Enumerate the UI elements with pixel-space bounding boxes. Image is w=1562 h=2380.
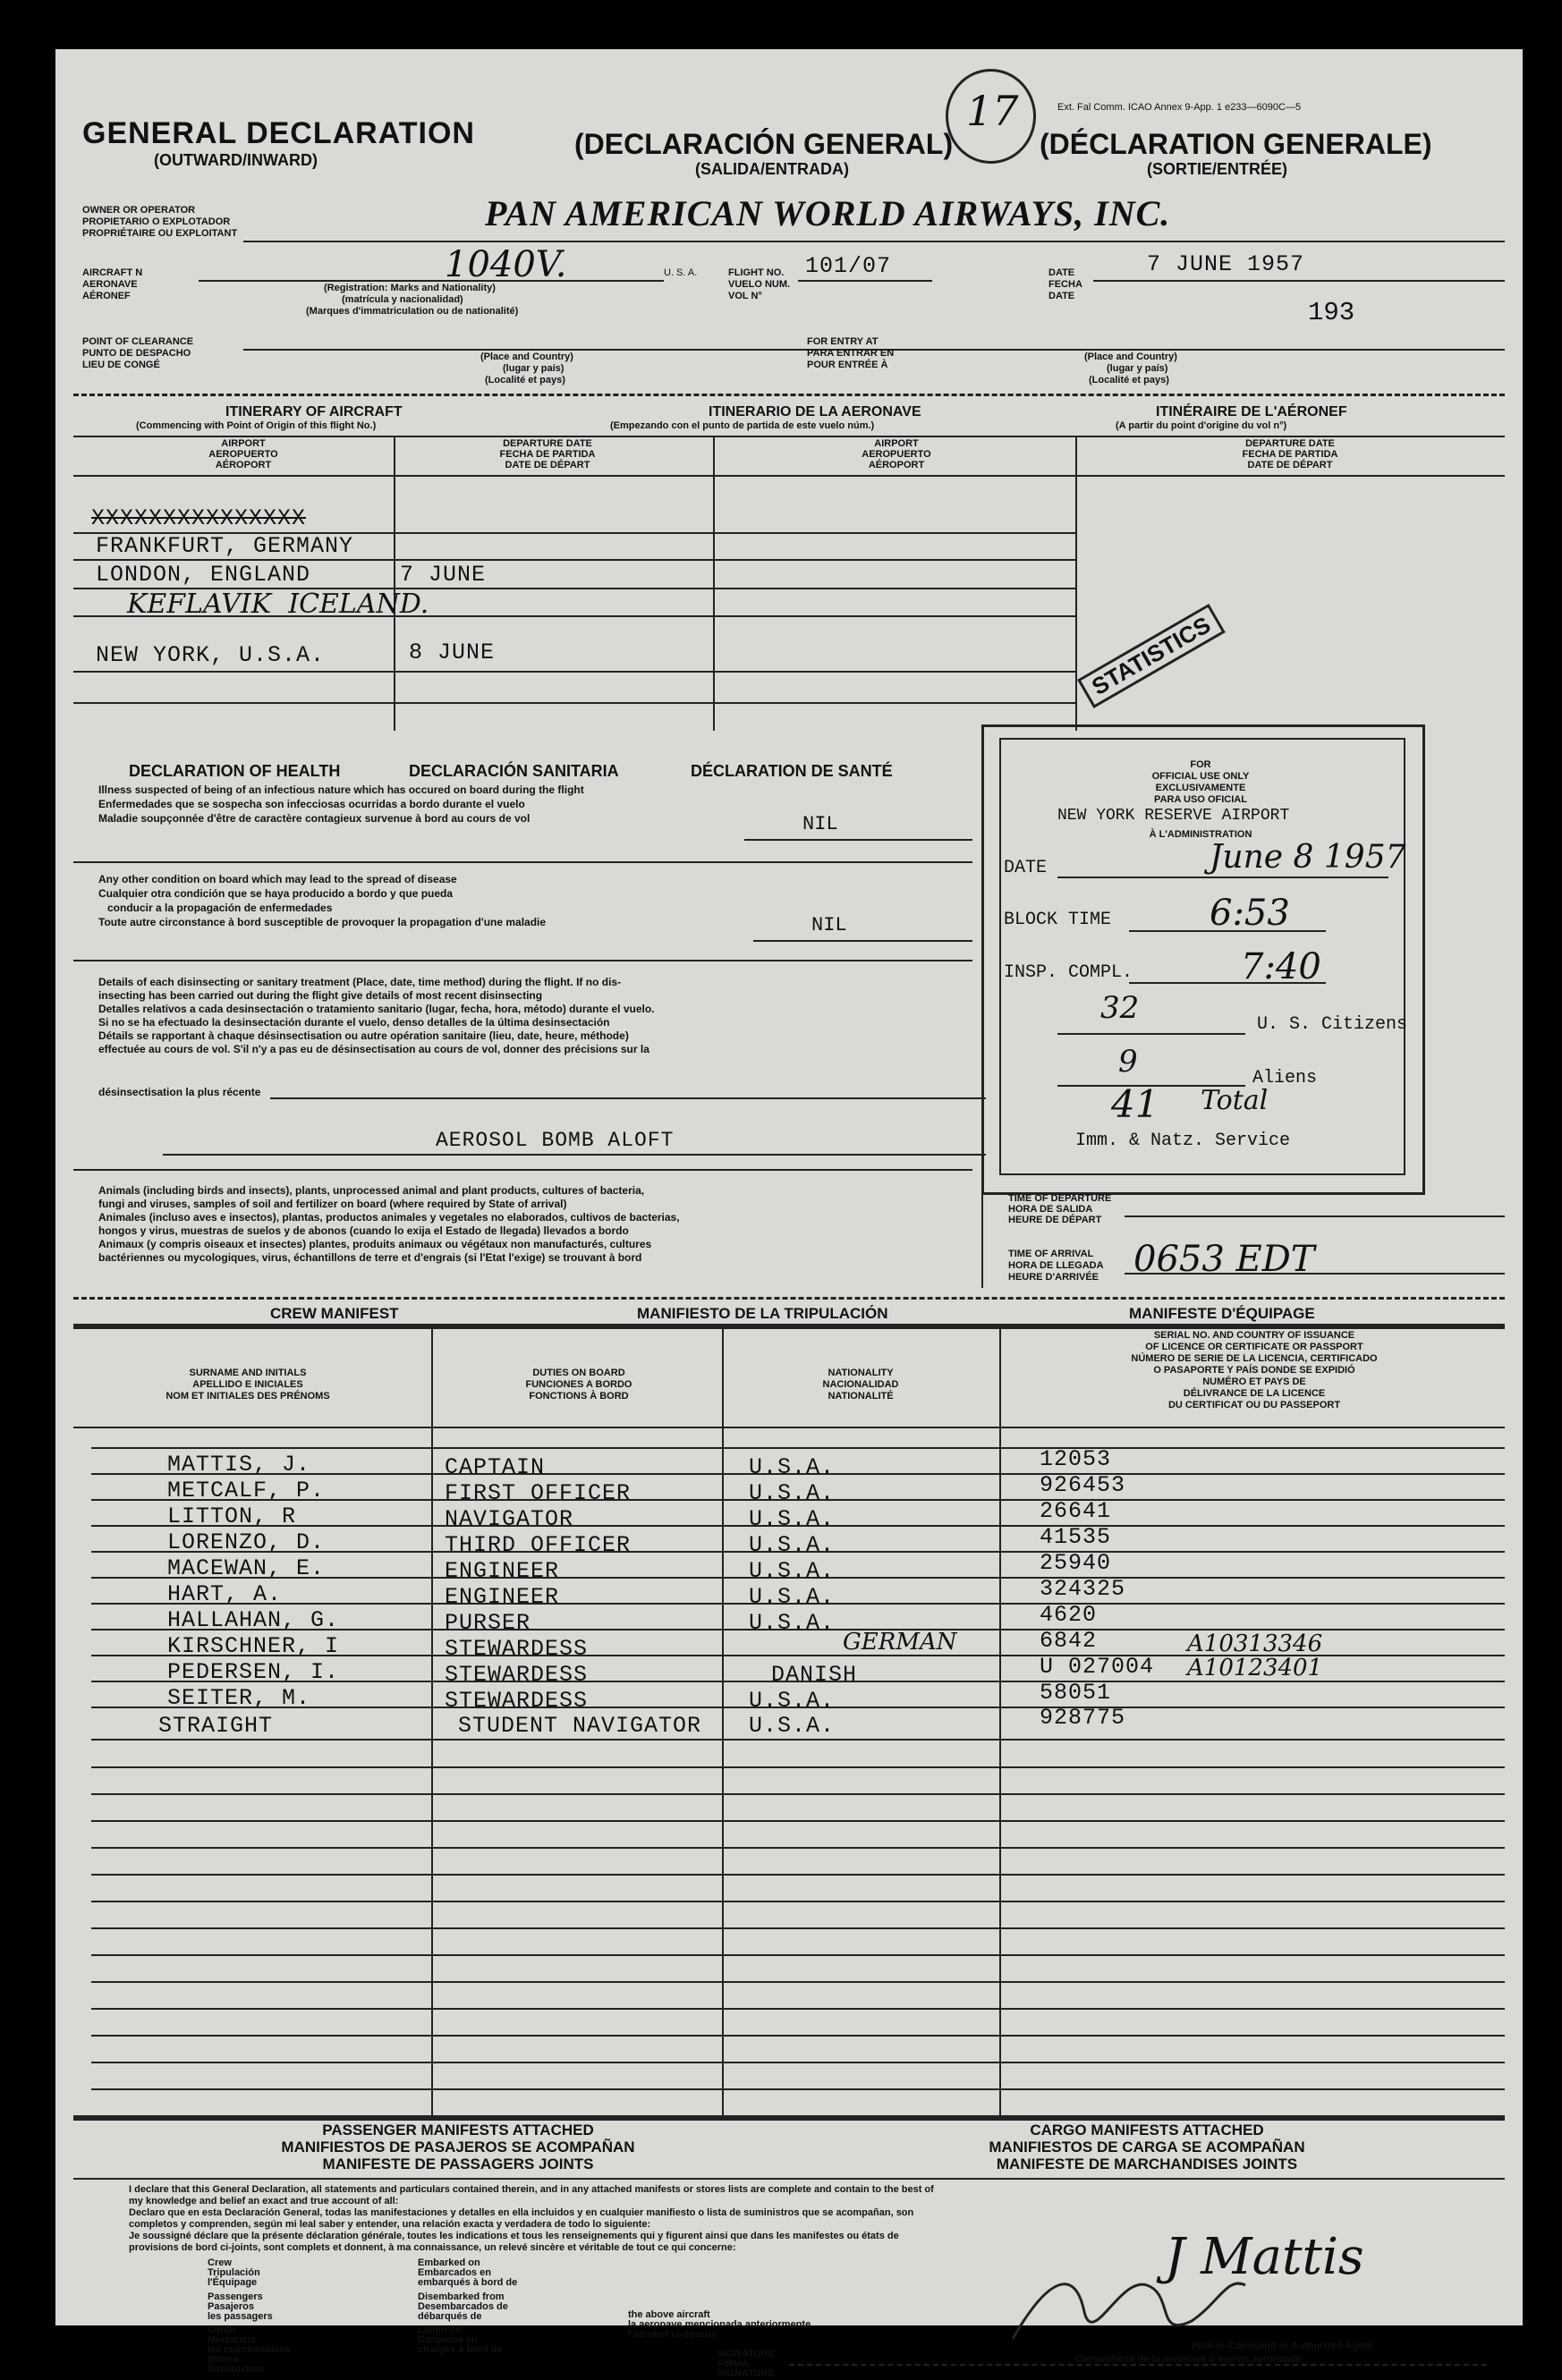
- crew-col-line-1: [431, 1326, 433, 2118]
- crew-duty: ENGINEER: [445, 1584, 560, 1610]
- sig-note-es: Comandante de la aeronave o agente autorizado: [1075, 2354, 1303, 2365]
- crew-serial: U 027004: [1040, 1654, 1155, 1680]
- col-airport-fr: AÉROPORT: [215, 460, 272, 470]
- official-head-2: OFFICIAL USE ONLY: [1151, 771, 1250, 782]
- crew-duty: STEWARDESS: [445, 1662, 589, 1688]
- crew-rule: [91, 1954, 1505, 1956]
- crew-rule: [91, 2008, 1505, 2010]
- crew-col-head-rule: [73, 1427, 1505, 1428]
- crew-duty: PURSER: [445, 1610, 531, 1636]
- health-p4-line-6: bactériennes ou mycologiques, virus, échantillons de terre et d'engrais (si l'Etat l'exige) se trouvant à bord: [98, 1251, 642, 1264]
- decl-col1-1: Tripulación: [208, 2267, 260, 2278]
- decl-line-6: provisions de bord ci-joints, sont complets et donnent, à ma connaissance, un relevé sincère et véritable de tout ce qui concerne:: [129, 2242, 736, 2253]
- decl-col2-1: Embarcados en: [418, 2267, 491, 2278]
- crew-rule: [91, 1739, 1505, 1741]
- decl-col1-7: Mercancía: [208, 2334, 256, 2345]
- health-p3-line-4: Si no se ha efectuado la desinsectación durante el vuelo, denso detalles de la última desinsectación: [98, 1016, 610, 1029]
- crew-name: LITTON, R: [167, 1503, 297, 1529]
- decl-line-4: completos y comprenden, según mi leal saber y entender, una relación exacta y verdadera de todo lo siguiente:: [129, 2219, 651, 2230]
- crew-rule: [91, 1551, 1505, 1553]
- crew-duty: FIRST OFFICER: [445, 1480, 632, 1506]
- dep-label-fr: HEURE DE DÉPART: [1008, 1215, 1102, 1225]
- crew-duty: CAPTAIN: [445, 1454, 546, 1480]
- itinerary-row-rule-4: [73, 615, 1075, 617]
- title-french-sub: (SORTIE/ENTRÉE): [1147, 160, 1288, 178]
- itinerary-head-es: ITINERARIO DE LA AERONAVE: [709, 404, 921, 419]
- crew-serial: 4620: [1040, 1602, 1098, 1628]
- crew-rule: [91, 2035, 1505, 2037]
- arr-rule: [1125, 1273, 1505, 1275]
- decl-col1-9: Stores: [208, 2354, 239, 2365]
- col-serial-4: O PASAPORTE Y PAÍS DONDE SE EXPIDIÓ: [1153, 1365, 1355, 1376]
- block-time-value: 6:53: [1210, 893, 1290, 934]
- health-p1-rule-2: [73, 861, 972, 863]
- crew-name: HALLAHAN, G.: [167, 1607, 340, 1633]
- pass-manifest-fr: MANIFESTE DE PASSAGERS JOINTS: [322, 2156, 594, 2172]
- flight-label-es: VUELO NUM.: [728, 279, 791, 290]
- health-p2-line-4: Toute autre circonstance à bord susceptible de provoquer la propagation d'une maladie: [98, 916, 547, 928]
- entry-place-fr: (Localité et pays): [1089, 375, 1169, 385]
- citizens-rule: [1057, 1033, 1245, 1035]
- crew-rule: [91, 1473, 1505, 1475]
- crew-rule: [91, 1927, 1505, 1929]
- health-p3-line-6: effectuée au cours de vol. S'il n'y a pas eu de désinsectisation au cours de vol, donner des précisions sur la: [98, 1043, 649, 1055]
- form-reference: Ext. Fal Comm. ICAO Annex 9-App. 1 e233—6090C—5: [1057, 102, 1302, 113]
- official-head-4: PARA USO OFICIAL: [1154, 794, 1247, 805]
- crew-nationality: U.S.A.: [749, 1610, 836, 1636]
- col-airport-es: AEROPUERTO: [208, 449, 278, 460]
- crew-duty: THIRD OFFICER: [445, 1532, 632, 1558]
- health-p2-line-3: conducir a la propagación de enfermedades: [98, 902, 333, 914]
- total-count: 41: [1111, 1082, 1159, 1126]
- itinerary-col-line-1: [394, 436, 395, 731]
- col-nat-fr: NATIONALITÉ: [828, 1391, 894, 1402]
- crew-note: A10123401: [1187, 1655, 1323, 1681]
- health-p1-line-3: Maladie soupçonnée d'être de caractère contagieux survenue à bord au cours de vol: [98, 812, 531, 825]
- crew-nationality: U.S.A.: [749, 1454, 836, 1480]
- pass-manifest-es: MANIFIESTOS DE PASAJEROS SE ACOMPAÑAN: [281, 2139, 635, 2156]
- crew-rule: [91, 1577, 1505, 1579]
- health-p1-line-1: Illness suspected of being of an infectious nature which has occured on board during the flight: [98, 783, 584, 796]
- itinerary-col-line-2: [713, 436, 715, 731]
- decl-col1-3: Passengers: [208, 2291, 263, 2302]
- clearance-place-fr: (Localité et pays): [485, 375, 565, 385]
- itinerary-head-en: ITINERARY OF AIRCRAFT: [225, 404, 403, 419]
- crew-head-en: CREW MANIFEST: [270, 1305, 399, 1322]
- col-name-fr: NOM ET INITIALES DES PRÉNOMS: [166, 1391, 330, 1402]
- operator-label-es: PROPIETARIO O EXPLOTADOR: [82, 216, 231, 227]
- official-date-value: June 8 1957: [1210, 839, 1406, 876]
- decl-col2-0: Embarked on: [418, 2257, 480, 2268]
- decl-col1-2: l'Équipage: [208, 2277, 258, 2288]
- itinerary-head-rule: [73, 475, 1505, 477]
- crew-serial: 41535: [1040, 1524, 1112, 1550]
- title-spanish-sub: (SALIDA/ENTRADA): [695, 160, 849, 178]
- aircraft-label-fr: AÉRONEF: [82, 291, 131, 301]
- health-p3-line-5: Détails se rapportant à chaque désinsectisation ou autre opération sanitaire (lieu, date, heure, méthode): [98, 1029, 629, 1042]
- crew-name: MATTIS, J.: [167, 1452, 311, 1478]
- official-head-1: FOR: [1190, 759, 1211, 770]
- col-serial-3: NÚMERO DE SERIE DE LA LICENCIA, CERTIFICADO: [1131, 1353, 1378, 1364]
- cargo-manifest-es: MANIFIESTOS DE CARGA SE ACOMPAÑAN: [989, 2139, 1305, 2156]
- crew-nationality: U.S.A.: [749, 1688, 836, 1714]
- crew-rule: [91, 1655, 1505, 1656]
- cargo-manifest-fr: MANIFESTE DE MARCHANDISES JOINTS: [996, 2156, 1298, 2172]
- crew-serial: 12053: [1040, 1446, 1112, 1472]
- decl-col2-2: embarqués à bord de: [418, 2277, 518, 2288]
- crew-duty: NAVIGATOR: [445, 1506, 574, 1532]
- decl-col2-4: Desembarcados de: [418, 2301, 508, 2312]
- col-airport2-fr: AÉROPORT: [868, 460, 925, 470]
- operator-label-en: OWNER OR OPERATOR: [82, 205, 196, 216]
- crew-serial: 324325: [1040, 1576, 1126, 1602]
- cargo-manifest-en: CARGO MANIFESTS ATTACHED: [1030, 2122, 1264, 2139]
- crew-name: SEITER, M.: [167, 1685, 311, 1711]
- arrival-time: 0653 EDT: [1133, 1239, 1315, 1280]
- health-p3-rule-2: [163, 1154, 986, 1156]
- col-nat-es: NACIONALIDAD: [822, 1379, 899, 1390]
- health-p2-rule-2: [73, 960, 972, 961]
- health-p3-line-7: désinsectisation la plus récente: [98, 1086, 261, 1098]
- col-departure-es: FECHA DE PARTIDA: [499, 449, 596, 460]
- crew-rule: [91, 1707, 1505, 1708]
- itinerary-airport-4: KEFLAVIK ICELAND.: [127, 589, 429, 620]
- decl-col1-4: Pasajeros: [208, 2301, 254, 2312]
- clearance-label-fr: LIEU DE CONGÉ: [82, 360, 160, 370]
- col-name-en: SURNAME AND INITIALS: [189, 1368, 307, 1378]
- itinerary-rule: [73, 436, 1505, 437]
- col-name-es: APELLIDO E INICIALES: [192, 1379, 303, 1390]
- health-head-fr: DÉCLARATION DE SANTÉ: [691, 762, 893, 780]
- col-serial-7: DU CERTIFICAT OU DU PASSEPORT: [1167, 1400, 1341, 1410]
- aircraft-label-en: AIRCRAFT N: [82, 267, 143, 278]
- arr-label-fr: HEURE D'ARRIVÉE: [1008, 1272, 1099, 1283]
- health-p3-rule-3: [73, 1169, 972, 1171]
- title-english: GENERAL DECLARATION: [82, 116, 475, 150]
- sig-note-en: Pilot-in-Command or Authorized Agent: [1192, 2341, 1373, 2351]
- title-french: (DÉCLARATION GENERALE): [1040, 128, 1432, 160]
- health-p4-line-4: hongos y virus, muestras de suelos y de abonos (cuando lo exija el Estado de llegada) llevados a bordo: [98, 1224, 629, 1237]
- itinerary-airport-3: LONDON, ENGLAND: [96, 562, 311, 588]
- crew-serial: 928775: [1040, 1705, 1126, 1731]
- pass-manifest-en: PASSENGER MANIFESTS ATTACHED: [322, 2122, 594, 2139]
- crew-nationality: U.S.A.: [749, 1558, 836, 1584]
- crew-rule: [91, 1525, 1505, 1527]
- decl-col1-10: Suministros: [208, 2364, 265, 2375]
- crew-nationality: U.S.A.: [749, 1713, 836, 1739]
- col-duties-es: FUNCIONES A BORDO: [525, 1379, 632, 1390]
- flight-label-en: FLIGHT NO.: [728, 267, 785, 278]
- decl-col1-0: Crew: [208, 2257, 232, 2268]
- decl-col2-6: Laden on: [418, 2325, 462, 2335]
- crew-head-es: MANIFIESTO DE LA TRIPULACIÓN: [637, 1305, 888, 1322]
- citizens-count: 32: [1100, 990, 1140, 1026]
- crew-duty: ENGINEER: [445, 1558, 560, 1584]
- col-airport2-en: AIRPORT: [874, 438, 919, 449]
- health-head-es: DECLARACIÓN SANITARIA: [409, 762, 619, 780]
- col-duties-en: DUTIES ON BOARD: [532, 1368, 625, 1378]
- itinerary-row-rule-2: [73, 559, 1075, 561]
- crew-nationality: U.S.A.: [749, 1532, 836, 1558]
- aliens-count: 9: [1118, 1044, 1138, 1080]
- health-p1-line-2: Enfermedades que se sospecha son infecciosas ocurridas a bordo durante el vuelo: [98, 798, 525, 810]
- decl-line-1: I declare that this General Declaration, all statements and particulars contained therein, and in any attached manifests or stores lists are complete and contain to the best of: [129, 2184, 934, 2195]
- operator-label-fr: PROPRIÉTAIRE OU EXPLOITANT: [82, 228, 238, 239]
- crew-col-line-3: [999, 1326, 1001, 2118]
- itinerary-date-3: 7 JUNE: [400, 562, 487, 588]
- crew-rule: [91, 1766, 1505, 1768]
- decl-col2-8: chargés à bord de: [418, 2344, 503, 2355]
- itinerary-sub-es: (Empezando con el punto de partida de este vuelo núm.): [610, 420, 875, 431]
- crew-duty: STEWARDESS: [445, 1636, 589, 1662]
- crew-nationality: U.S.A.: [749, 1584, 836, 1610]
- aliens-label: Aliens: [1252, 1068, 1318, 1088]
- itinerary-date-5: 8 JUNE: [409, 639, 496, 665]
- health-p3-line-1: Details of each disinsecting or sanitary treatment (Place, date, time method) during the flight. If no dis-: [98, 976, 622, 988]
- crew-serial: 25940: [1040, 1550, 1112, 1576]
- date-label-fr: DATE: [1048, 291, 1075, 301]
- arr-label-en: TIME OF ARRIVAL: [1008, 1249, 1094, 1259]
- decl-col3-1: la aeronave mencionada anteriormente: [628, 2319, 811, 2330]
- reg-note-fr: (Marques d'immatriculation ou de nationalité): [306, 306, 519, 317]
- col-serial-1: SERIAL NO. AND COUNTRY OF ISSUANCE: [1153, 1330, 1355, 1341]
- clearance-place-es: (lugar y país): [503, 363, 565, 374]
- statistics-stamp: STATISTICS: [1077, 604, 1226, 708]
- arr-label-es: HORA DE LLEGADA: [1008, 1260, 1104, 1271]
- reg-note-en: (Registration: Marks and Nationality): [324, 283, 496, 293]
- decl-col2-3: Disembarked from: [418, 2291, 505, 2302]
- col-departure2-en: DEPARTURE DATE: [1245, 438, 1335, 449]
- clearance-place-en: (Place and Country): [480, 351, 573, 362]
- dep-label-en: TIME OF DEPARTURE: [1008, 1193, 1112, 1204]
- entry-label-es: PARA ENTRAR EN: [807, 348, 895, 359]
- sig-label-fr: SIGNATURE: [717, 2368, 775, 2379]
- decl-col3-2: l'aéronef ci-dessus: [628, 2329, 717, 2340]
- insp-compl-value: 7:40: [1241, 946, 1321, 987]
- section-divider-2: [73, 1297, 1505, 1300]
- crew-rule: [91, 1681, 1505, 1682]
- crew-name: PEDERSEN, I.: [167, 1659, 340, 1685]
- crew-rule: [91, 1499, 1505, 1501]
- crew-rule: [91, 2088, 1505, 2090]
- stamp-number: 193: [1308, 298, 1355, 327]
- col-serial-2: OF LICENCE OR CERTIFICATE OR PASSPORT: [1145, 1342, 1363, 1352]
- itinerary-airport-2: FRANKFURT, GERMANY: [96, 533, 354, 559]
- decl-col1-8: les marchandises: [208, 2344, 291, 2355]
- dep-label-es: HORA DE SALIDA: [1008, 1204, 1093, 1215]
- title-english-sub: (OUTWARD/INWARD): [154, 151, 318, 169]
- crew-duty: STUDENT NAVIGATOR: [458, 1713, 702, 1739]
- col-nat-en: NATIONALITY: [828, 1368, 894, 1378]
- usa-prefix: U. S. A.: [664, 267, 698, 278]
- aircraft-rule: [199, 280, 664, 282]
- operator-name: PAN AMERICAN WORLD AIRWAYS, INC.: [485, 193, 1171, 233]
- health-p2-line-1: Any other condition on board which may lead to the spread of disease: [98, 873, 457, 885]
- itinerary-airport-1: XXXXXXXXXXXXXXX: [91, 505, 307, 531]
- health-p4-line-2: fungi and viruses, samples of soil and fertilizer on board (where required by State of arrival): [98, 1198, 567, 1210]
- crew-name: STRAIGHT: [158, 1713, 274, 1739]
- crew-bottom-rule: [73, 2115, 1505, 2121]
- aircraft-label-es: AERONAVE: [82, 279, 138, 290]
- decl-col1-6: Cargo: [208, 2325, 236, 2335]
- health-p1-rule: [744, 839, 972, 841]
- decl-col1-5: les passagers: [208, 2311, 273, 2322]
- crew-head-rule: [73, 1324, 1505, 1329]
- health-p3-rule: [270, 1097, 986, 1099]
- crew-rule: [91, 2062, 1505, 2063]
- clearance-label-en: POINT OF CLEARANCE: [82, 336, 194, 347]
- insp-compl-label: INSP. COMPL.: [1004, 962, 1133, 983]
- crew-serial: 58051: [1040, 1680, 1112, 1706]
- crew-rule: [91, 1847, 1505, 1849]
- crew-serial: 6842: [1040, 1628, 1098, 1654]
- health-p2-value: NIL: [811, 914, 847, 936]
- crew-rule: [91, 1901, 1505, 1902]
- flight-label-fr: VOL N°: [728, 291, 762, 301]
- health-p3-line-3: Detalles relativos a cada desinsectación o tratamiento sanitario (lugar, fecha, hora, método) durante el vuelo.: [98, 1003, 655, 1015]
- general-declaration-form: [55, 49, 1523, 2379]
- crew-rule: [91, 1447, 1505, 1449]
- itinerary-head-fr: ITINÉRAIRE DE L'AÉRONEF: [1156, 404, 1347, 419]
- date-label-en: DATE: [1048, 267, 1075, 278]
- block-time-label: BLOCK TIME: [1004, 910, 1112, 930]
- itinerary-row-rule-1: [73, 532, 1075, 534]
- col-airport2-es: AEROPUERTO: [862, 449, 931, 460]
- crew-name: METCALF, P.: [167, 1478, 326, 1503]
- col-serial-6: DÉLIVRANCE DE LA LICENCE: [1183, 1388, 1326, 1399]
- itinerary-sub-en: (Commencing with Point of Origin of this flight No.): [136, 420, 377, 431]
- citizens-label: U. S. Citizens: [1257, 1014, 1408, 1035]
- total-label: Total: [1201, 1085, 1269, 1116]
- crew-serial: 26641: [1040, 1498, 1112, 1524]
- crew-rule: [91, 1629, 1505, 1630]
- crew-nationality: U.S.A.: [749, 1480, 836, 1506]
- reg-note-es: (matrícula y nacionalidad): [342, 294, 463, 305]
- entry-label-fr: POUR ENTRÉE À: [807, 360, 888, 370]
- health-p3-line-2: insecting has been carried out during the flight give details of most recent disinsecting: [98, 989, 543, 1002]
- decl-line-5: Je soussigné déclare que la présente déclaration générale, toutes les indications et tous les renseignements qui y figurent ainsi que dans les manifestes ou états de: [129, 2231, 899, 2241]
- date-label-es: FECHA: [1048, 279, 1082, 290]
- operator-rule: [243, 241, 1505, 242]
- crew-nationality: DANISH: [771, 1662, 858, 1688]
- date-rule: [1093, 280, 1505, 282]
- dep-rule: [1125, 1215, 1505, 1217]
- col-duties-fr: FONCTIONS À BORD: [529, 1391, 629, 1402]
- official-head-3: EXCLUSIVAMENTE: [1155, 783, 1246, 793]
- health-p4-line-5: Animaux (y compris oiseaux et insectes) plantes, produits animaux ou végétaux non manufacturés, cultures: [98, 1238, 652, 1250]
- crew-rule: [91, 1874, 1505, 1876]
- crew-duty: STEWARDESS: [445, 1688, 589, 1714]
- decl-line-3: Declaro que en esta Declaración General, todas las manifestaciones y detalles en ella incluidos y en cualquier manifiesto o lista de suministros que se acompañan, son: [129, 2207, 914, 2218]
- col-departure2-fr: DATE DE DÉPART: [1247, 460, 1333, 470]
- entry-place-en: (Place and Country): [1084, 351, 1177, 362]
- official-date-rule: [1057, 877, 1388, 878]
- clearance-label-es: PUNTO DE DESPACHO: [82, 348, 191, 359]
- col-departure-en: DEPARTURE DATE: [503, 438, 592, 449]
- col-serial-5: NUMÉRO ET PAYS DE: [1202, 1376, 1306, 1387]
- itinerary-row-rule-3: [73, 588, 1075, 589]
- manifests-rule: [73, 2178, 1505, 2180]
- crew-rule: [91, 1820, 1505, 1822]
- entry-label-en: FOR ENTRY AT: [807, 336, 879, 347]
- itinerary-col-line-3: [1075, 436, 1077, 731]
- flight-number: 101/07: [805, 253, 892, 279]
- circled-number: 17: [966, 87, 1019, 135]
- captain-signature: J Mattis: [1165, 2228, 1364, 2286]
- itinerary-sub-fr: (A partir du point d'origine du vol n°): [1116, 420, 1287, 431]
- health-p1-value: NIL: [802, 813, 838, 835]
- health-p2-rule: [753, 940, 972, 942]
- crew-name: KIRSCHNER, I: [167, 1633, 340, 1659]
- official-date-label: DATE: [1004, 858, 1048, 878]
- decl-col3-0: the above aircraft: [628, 2309, 710, 2320]
- sig-label-es: FIRMA: [717, 2359, 749, 2369]
- crew-serial: 926453: [1040, 1472, 1126, 1498]
- itinerary-row-rule-6: [73, 702, 1075, 704]
- itinerary-row-rule-5: [73, 671, 1075, 673]
- crew-rule: [91, 1603, 1505, 1605]
- health-head-en: DECLARATION OF HEALTH: [129, 762, 341, 780]
- decl-line-2: my knowledge and belief an exact and true account of all:: [129, 2196, 399, 2206]
- health-p2-line-2: Cualquier otra condición que se haya producido a bordo y que pueda: [98, 887, 454, 900]
- crew-name: MACEWAN, E.: [167, 1555, 326, 1581]
- crew-name: HART, A.: [167, 1581, 283, 1607]
- official-head-5: À L'ADMINISTRATION: [1149, 829, 1252, 840]
- health-p4-line-1: Animals (including birds and insects), plants, unprocessed animal and plant products, cultures of bacteria,: [98, 1184, 645, 1197]
- flight-date: 7 JUNE 1957: [1147, 251, 1305, 277]
- flight-rule: [798, 280, 932, 282]
- crew-name: LORENZO, D.: [167, 1529, 326, 1555]
- decl-col2-7: Cargados en: [418, 2334, 478, 2345]
- entry-place-es: (lugar y país): [1107, 363, 1168, 374]
- col-airport-en: AIRPORT: [221, 438, 266, 449]
- crew-nationality: GERMAN: [843, 1629, 957, 1656]
- crew-head-fr: MANIFESTE D'ÉQUIPAGE: [1129, 1305, 1315, 1322]
- service-label: Imm. & Natz. Service: [1075, 1131, 1291, 1151]
- times-box-left: [981, 1190, 983, 1288]
- airport-stamp: NEW YORK RESERVE AIRPORT: [1057, 807, 1290, 825]
- health-p4-line-3: Animales (incluso aves e insectos), plantas, productos animales y vegetales no elaborados, cultivos de bacterias,: [98, 1211, 680, 1224]
- decl-col2-5: débarqués de: [418, 2311, 482, 2322]
- crew-nationality: U.S.A.: [749, 1506, 836, 1532]
- crew-rule: [91, 1981, 1505, 1983]
- health-p3-value: AEROSOL BOMB ALOFT: [436, 1129, 675, 1152]
- col-departure-fr: DATE DE DÉPART: [505, 460, 590, 470]
- crew-rule: [91, 1793, 1505, 1795]
- section-divider-1: [73, 394, 1505, 396]
- itinerary-airport-5: NEW YORK, U.S.A.: [96, 642, 326, 668]
- crew-col-line-2: [722, 1326, 724, 2118]
- aircraft-registration: 1040V.: [445, 244, 567, 285]
- col-departure2-es: FECHA DE PARTIDA: [1242, 449, 1338, 460]
- title-spanish: (DECLARACIÓN GENERAL): [574, 128, 954, 160]
- crew-note: A10313346: [1187, 1630, 1323, 1657]
- sig-label-en: SIGNATURE: [717, 2349, 775, 2359]
